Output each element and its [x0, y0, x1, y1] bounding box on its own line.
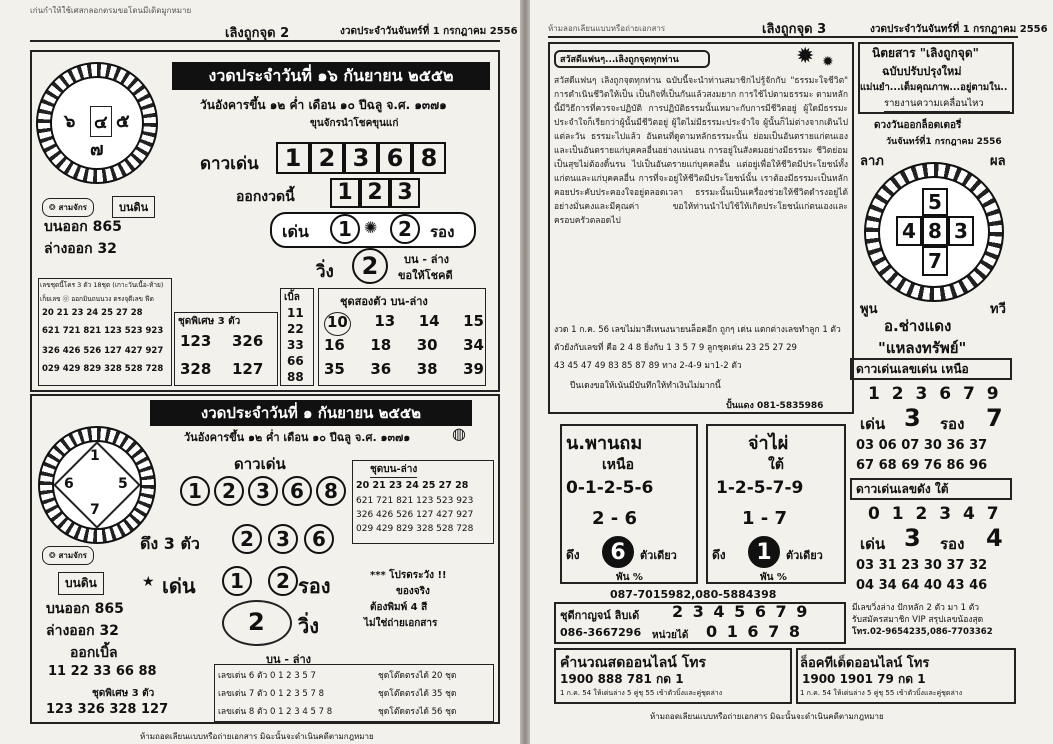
panel-n-pull: ดึง [566, 548, 580, 562]
draw2-grid-digit: 6 [64, 476, 74, 492]
star-burst-icon: ✹ [796, 44, 815, 69]
draw2-logo-text: สามจักร [58, 551, 87, 560]
sun-icon: ✺ [364, 218, 378, 237]
lock-numbers: 1900 1901 79 กด 1 [802, 672, 926, 686]
draw1-bon-lang: บน - ล่าง [404, 253, 450, 266]
north-den: 3 [904, 404, 921, 432]
left-page [0, 0, 520, 744]
magazine-sub: ฉบับปรับปรุงใหม่ [882, 65, 962, 78]
draw1-two-digit-grid [324, 312, 484, 384]
draw1-dao-den-label: ดาวเด่น [200, 154, 259, 174]
author-sub: "แหลงทรัพย์" [878, 339, 967, 357]
south-den: 3 [904, 524, 921, 552]
draw2-pull3-label: ดึง 3 ตัว [140, 534, 200, 553]
draw2-pair-header: ชุดบน-ล่าง [370, 462, 417, 478]
draw2-den-1: 1 [222, 566, 252, 596]
left-header-title: เลิงถูกจุด 2 [225, 26, 290, 41]
draw2-stat-right: ชุดโต๊ดตรงได้ 20 ชุด [378, 671, 457, 681]
south-digits: 0 1 2 3 4 7 [868, 504, 1002, 524]
draw1-pairs-row: 20 21 23 24 25 27 28 [42, 308, 143, 318]
panel-n-single-digit: 6 [602, 536, 634, 568]
author: อ.ช่างแดง [884, 317, 952, 335]
north-digits: 1 2 3 6 7 9 [868, 384, 1002, 404]
ticket-label: ชุดีกาญจน์ ลิบเด้ [560, 609, 640, 622]
draw2-special3-row: 123 326 328 127 [46, 702, 169, 717]
draw1-special3-value: 326 [232, 332, 264, 350]
south-header: ดาวเด่นเลขดัง ใต้ [850, 478, 1012, 500]
draw1-two-digit-value: 36 [370, 360, 392, 378]
draw1-good-luck: ขอให้โชคดี [398, 269, 453, 282]
draw1-ok-digit: 2 [360, 178, 390, 208]
draw2-ok-double: ออกเบิ้ล [70, 645, 118, 661]
draw1-logo-text: สามจักร [58, 203, 87, 212]
north-row-1: 03 06 07 30 36 37 [856, 438, 988, 453]
draw2-grid-digit: 5 [118, 476, 128, 492]
draw1-special3-value: 127 [232, 360, 264, 378]
draw2-special3-label: ชุดพิเศษ 3 ตัว [92, 688, 155, 699]
ticket-row2: 0 1 6 7 8 [706, 622, 802, 641]
draw1-two-digit-value: 15 [463, 312, 484, 330]
draw2-wing-label: วิ่ง [298, 614, 319, 638]
draw1-dao-den-digit: 1 [276, 142, 310, 174]
draw1-wing-digit: 2 [352, 248, 388, 284]
right-grid [902, 188, 968, 276]
draw2-dao-den-digit: 2 [214, 476, 244, 506]
draw2-warning-3: ต้องพิมพ์ 4 สี [370, 602, 428, 613]
draw1-wheel-center [50, 76, 144, 170]
draw1-two-digit-value: 38 [416, 360, 438, 378]
page-gutter [520, 0, 530, 744]
draw2-bon-lang: บน - ล่าง [266, 653, 312, 666]
number-line-3: 43 45 47 49 83 85 87 89 ทาง 2-4-9 มา1-2 ตัว [554, 361, 742, 371]
draw1-ok-digit: 1 [330, 178, 360, 208]
left-top-note: เก่นกำให้ใช้เศสกลอกตรมขอโดนมีเดิดมูกหมาย [30, 6, 192, 15]
lottery-date: วันจันทร์ที่1 กรกฎาคม 2556 [886, 137, 1002, 147]
draw2-wheel-center [52, 440, 142, 530]
panel-n-region: เหนือ [602, 457, 634, 473]
draw1-double-value: 22 [287, 322, 304, 336]
north-rong-label: รอง [940, 415, 965, 433]
draw1-lang-ok: ล่างออก 32 [44, 241, 117, 257]
lock-title: ล็อคทีเด็ดออนไลน์ โทร [800, 656, 930, 671]
draw2-pull3-digit: 2 [232, 524, 262, 554]
draw1-double-value: 33 [287, 338, 304, 352]
draw2-dao-den-digit: 6 [282, 476, 312, 506]
draw2-dao-den-digit: 3 [248, 476, 278, 506]
right-header-rule [548, 36, 1018, 38]
draw2-pair-row: 20 21 23 24 25 27 28 [356, 480, 469, 491]
phones: 087-7015982,080-5884398 [610, 588, 777, 601]
ticket-sub: หน่วยได้ [652, 630, 689, 641]
panel-j-region: ใต้ [768, 457, 784, 473]
draw1-pairs-row: 029 429 829 328 528 728 [42, 364, 164, 374]
draw2-warning-4: ไม่ใช่ถ่ายเอกสาร [364, 618, 438, 629]
calc-numbers: 1900 888 781 กด 1 [560, 672, 684, 686]
panel-n-row2: 2 - 6 [592, 508, 638, 529]
draw1-pairs-row: 326 426 526 127 427 927 [42, 346, 164, 356]
draw1-pairs-row: 621 721 821 123 523 923 [42, 326, 164, 336]
draw1-ok-digit: 3 [390, 178, 420, 208]
draw1-subline: วันอังคารขึ้น ๑๒ ค่ำ เดือน ๑๐ ปีฉลู จ.ศ. ๑๓๗๑ [200, 98, 447, 112]
right-header-title: เลิงถูกจุด 3 [762, 22, 827, 37]
right-page [530, 0, 1053, 744]
draw2-wing-digit: 2 [248, 608, 265, 636]
south-rong-label: รอง [940, 535, 965, 553]
draw2-dao-den-label: ดาวเด่น [234, 455, 286, 473]
panel-n-title: น.พานถม [566, 433, 643, 454]
draw1-den-label: เด่น [282, 222, 309, 241]
panel-j-title: จ่าไผ่ [748, 433, 789, 454]
panel-j-row2: 1 - 7 [742, 508, 788, 529]
draw2-lang-ok: ล่างออก 32 [46, 623, 119, 639]
draw1-title: ขุนจักรนำโชคขุนแก่ [310, 118, 399, 129]
draw2-dao-den-digit: 8 [316, 476, 346, 506]
draw1-rong-label: รอง [430, 223, 455, 241]
draw2-logo [42, 546, 94, 565]
draw2-pair-row: 029 429 829 328 528 728 [356, 524, 474, 534]
draw1-den-2: 2 [390, 214, 420, 244]
north-den-label: เด่น [860, 415, 886, 433]
draw1-wheel-digit: ๖ [64, 111, 76, 132]
magazine-tag: แม่นยำ...เต็มคุณภาพ...อยู่ตามใน.. [860, 82, 1008, 93]
draw1-dao-den-digits [276, 142, 446, 174]
calc-title: คำนวณสดออนไลน์ โทร [560, 655, 707, 671]
draw1-special3-value: 123 [180, 332, 212, 350]
corner-bl: พูน [860, 302, 878, 317]
draw2-den-2: 2 [268, 566, 298, 596]
panel-j-pull: ดึง [712, 548, 726, 562]
south-rong: 4 [986, 524, 1003, 552]
member-note-2: รับสมัครสมาชิก VIP สรุปเลขน้องสุด [852, 615, 984, 625]
draw1-special3-value: 328 [180, 360, 212, 378]
south-row-2: 04 34 64 40 43 46 [856, 578, 988, 593]
draw2-stat-left: เลขเด่น 7 ตัว 0 1 2 3 5 7 8 [218, 689, 325, 699]
corner-tl: ลาภ [860, 154, 884, 169]
draw1-two-digit-value: 16 [324, 336, 345, 354]
draw1-dao-den-digit: 3 [344, 142, 378, 174]
magazine-name: นิตยสาร "เลิงถูกจุด" [872, 46, 979, 60]
draw1-double-value: 11 [287, 306, 304, 320]
draw1-ok-label: ออกงวดนี้ [236, 189, 295, 205]
member-note-1: มีเลขวิ่งล่าง ปักหลัก 2 ตัว มา 1 ตัว [852, 603, 980, 613]
draw1-dao-den-digit: 6 [378, 142, 412, 174]
panel-j-foot: พัน % [760, 572, 787, 583]
draw1-double-value: 88 [287, 370, 304, 384]
article-text: สวัสดีแฟนๆ เลิงถูกจุดทุกท่าน ฉบับนี้จะนำท่านสมาชิกไปรู้จักกับ "ธรรมะใจชีวิต" การดำเนินชีวิตให้เป็น เป็นกิจที่เป็นกันแล้วสงมยาก การใช้ไปตามธรรมะ ตามหลักนี้มีวิธีการที่ควรจะปฏิบัติ การปฏิบัติธรรมนั้นเหมาะกับการมีชีวิตอยู่ ผู้ใดมีธรรมะประจำใจก็เรียกว่าผู้นั้นมีชีวิตอยู่ ผู้ใดไม่มีธรรมะประจำใจ ผู้นั้นก็ไม่ต่างจากเดินไปแต่ละวัน ธรรมะไปแล้ว อันตนที่ดูตามหลักธรรมะนั้น ย่อมเป็นอันตรายแก่ตนเองและเป็นอันตรายแก่บุคคลอื่นอย่างแน่นอน การอยู่ในสังคมอย่างมีธรรมะ ชีวิตย่อมเป็นสุขไม่ต้องดิ้นรน ไปเป็นอันตรายแก่บุคคลอื่น แต่อยู่เพื่อให้ชีวิตมีประโยชน์ทั้งแก่ตนและแก่บุคคลอื่น การที่จะอยู่ให้ชีวิตมีประโยชน์นั้น เราต้องมีธรรมะเป็นหลักคอยประคับประคองใจอยู่ตลอดเวลา ธรรมะนั้นเป็นเครื่องช่วยให้ชีวิตดำรงอยู่ได้อย่างมั่นคงและมีคุณค่า ขอให้ท่านนำไปใช้ให้เกิดประโยชน์แก่ตนเองและครอบครัวตลอดไป [554, 76, 848, 226]
right-grid-digit: 4 [896, 216, 922, 246]
sign-off: ปีนเดงขอให้เน้นมีบันทึกให้ทำเงินไม่มากนี้ [570, 381, 721, 391]
north-rong: 7 [986, 404, 1003, 432]
magazine-more: รายงานความเคลื่อนไหว [884, 96, 1010, 112]
left-bottom-note: ห้ามถอดเลียนแบบหรือถ่ายเอกสาร มิฉะนั้นจะดำเนินคดีตามกฎหมาย [140, 732, 374, 741]
draw1-wheel-digit: ๗ [90, 139, 104, 160]
draw1-bon-din: บนดิน [112, 196, 155, 218]
draw2-pair-row: 621 721 821 123 523 923 [356, 496, 474, 506]
right-header-date: งวดประจำวันจันทร์ที่ 1 กรกฎาคม 2556 [870, 24, 1048, 35]
draw2-stat-left: เลขเด่น 6 ตัว 0 1 2 3 5 7 [218, 671, 316, 681]
draw1-den-1: 1 [330, 214, 360, 244]
draw2-subline: วันอังคารขึ้น ๑๒ ค่ำ เดือน ๑๐ ปีฉลู จ.ศ. ๑๓๗๑ [184, 431, 411, 444]
south-row-1: 03 31 23 30 37 32 [856, 558, 988, 573]
right-grid-digit: 3 [948, 216, 974, 246]
draw1-two-digit-value: 35 [324, 360, 345, 378]
draw1-two-digit-value: 18 [370, 336, 392, 354]
draw2-warning-2: ของจริง [396, 586, 430, 597]
left-header-date: งวดประจำวันจันทร์ที่ 1 กรกฎาคม 2556 [340, 26, 518, 37]
draw2-pair-row: 326 426 526 127 427 927 [356, 510, 474, 520]
globe-icon: ◍ [452, 424, 466, 443]
lottery-title: ดวงวันออกล็อตเตอรี่ [874, 120, 962, 131]
logo-icon: ❂ [49, 551, 59, 560]
right-grid-digit: 7 [922, 246, 948, 276]
right-bottom-note: ห้ามถอดเลียนแบบหรือถ่ายเอกสาร มิฉะนั้นจะดำเนินคดีตามกฎหมาย [650, 712, 884, 721]
member-note-3: โทร.02-9654235,086-7703362 [852, 627, 993, 637]
draw2-pull3-digit: 6 [304, 524, 334, 554]
draw1-two-digit-value: 13 [374, 312, 396, 330]
greeting-tag: สวัสดีแฟนๆ...เลิงถูกจุดทุกท่าน [554, 50, 710, 68]
south-den-label: เด่น [860, 535, 886, 553]
panel-j-row1: 1-2-5-7-9 [716, 478, 804, 498]
draw2-den-label: เด่น [162, 574, 196, 598]
draw2-dao-den-digit: 1 [180, 476, 210, 506]
draw2-banner: งวดประจำวันที่ ๑ กันยายน ๒๕๕๒ [150, 400, 472, 426]
ticket-row1: 2 3 4 5 6 7 9 [672, 602, 810, 621]
right-top-note: ห้ามลอกเลียนแบบหรือถ่ายเอกสาร [548, 24, 666, 33]
calc-note: 1 ก.ค. 54 ให้เด่นล่าง 5 คู่ชุ 55 เข้าตัวบิ้งและคู่ชุดล่าง [560, 689, 723, 697]
signature: ปั้นแดง 081-5835986 [726, 401, 824, 411]
draw2-bon-ok: บนออก 865 [46, 601, 124, 617]
panel-n-single: ตัวเดียว [640, 549, 677, 562]
ticket-phone: 086-3667296 [560, 626, 642, 639]
draw1-bon-ok: บนออก 865 [44, 219, 122, 235]
draw1-ok-digits [330, 178, 420, 208]
left-header-rule [30, 40, 500, 42]
lock-note: 1 ก.ค. 54 ให้เด่นล่าง 5 คู่ชุ 55 เข้าตัวบิ้งและคู่ชุดล่าง [800, 689, 963, 697]
draw1-double-header: เบิ้ล [284, 292, 300, 303]
north-header: ดาวเด่นเลขเด่น เหนือ [850, 358, 1012, 380]
draw1-two-digit-value: 14 [418, 312, 440, 330]
draw1-logo [42, 198, 94, 217]
draw1-wheel-digit: ๔ [90, 106, 112, 137]
draw2-warning-1: *** โปรดระวัง !! [370, 570, 447, 581]
number-line-2: ตัวยังกับเลขที่ คือ 2 4 8 ยิ่งกับ 1 3 5 7 9 ลูกชุดเด่น 23 25 27 29 [554, 343, 797, 353]
draw1-two-digit-value: 34 [463, 336, 484, 354]
panel-n-row1: 0-1-2-5-6 [566, 478, 654, 498]
draw2-bon-din: บนดิน [58, 572, 104, 595]
draw1-small-note-2: เก็ยเลข ⓪ ออกมินถนนวง ตรงจุดีเลข ฟีด [40, 295, 154, 303]
draw1-two-digit-value: 30 [416, 336, 438, 354]
draw1-two-digit-value: 39 [463, 360, 484, 378]
panel-j-single-digit: 1 [748, 536, 780, 568]
draw2-double-row: 11 22 33 66 88 [48, 664, 157, 679]
draw1-wing-label: วิ่ง [316, 262, 334, 282]
star-burst-icon: ✹ [822, 54, 834, 70]
panel-n-foot: พัน % [616, 572, 643, 583]
right-grid-digit: 5 [922, 188, 948, 216]
draw1-dao-den-digit: 8 [412, 142, 446, 174]
draw1-small-note-1: เลขชุดนี้โคร 3 ตัว 18ชุด (เกาะวันเนื้อ-ท้าย) [40, 281, 164, 289]
draw1-double-value: 66 [287, 354, 304, 368]
draw1-banner: งวดประจำวันที่ ๑๖ กันยายน ๒๕๕๒ [172, 62, 490, 90]
draw2-rong-label: รอง [298, 574, 331, 598]
draw1-two-digit-value: 10 [324, 312, 351, 336]
star-icon: ★ [142, 574, 155, 590]
draw2-stat-right: ชุดโต๊ดตรงได้ 56 ชุด [378, 707, 457, 717]
draw2-pull3-digit: 3 [268, 524, 298, 554]
right-grid-digit: 8 [922, 216, 948, 246]
logo-icon: ❂ [49, 203, 59, 212]
draw2-stat-left: เลขเด่น 8 ตัว 0 1 2 3 4 5 7 8 [218, 707, 333, 717]
draw1-two-digit-header: ชุดสองตัว บน-ล่าง [340, 295, 428, 308]
panel-j-single: ตัวเดียว [786, 549, 823, 562]
draw2-grid-digit: 1 [90, 448, 100, 464]
number-line-1: งวด 1 ก.ค. 56 เลขไม่มาสีเหนงนายนล็อคอีก ถูกๆ เด่น แตกต่างเลขทำลูก 1 ตัว [554, 325, 841, 335]
draw2-stat-right: ชุดโต๊ดตรงได้ 35 ชุด [378, 689, 457, 699]
draw1-wheel-digit: ๕ [116, 111, 130, 132]
corner-tr: ผล [990, 154, 1006, 169]
corner-br: ทวี [990, 302, 1006, 317]
draw1-dao-den-digit: 2 [310, 142, 344, 174]
draw2-grid-digit: 7 [90, 502, 100, 518]
draw1-special3-header: ชุดพิเศษ 3 ตัว [178, 316, 241, 327]
north-row-2: 67 68 69 76 86 96 [856, 458, 988, 473]
